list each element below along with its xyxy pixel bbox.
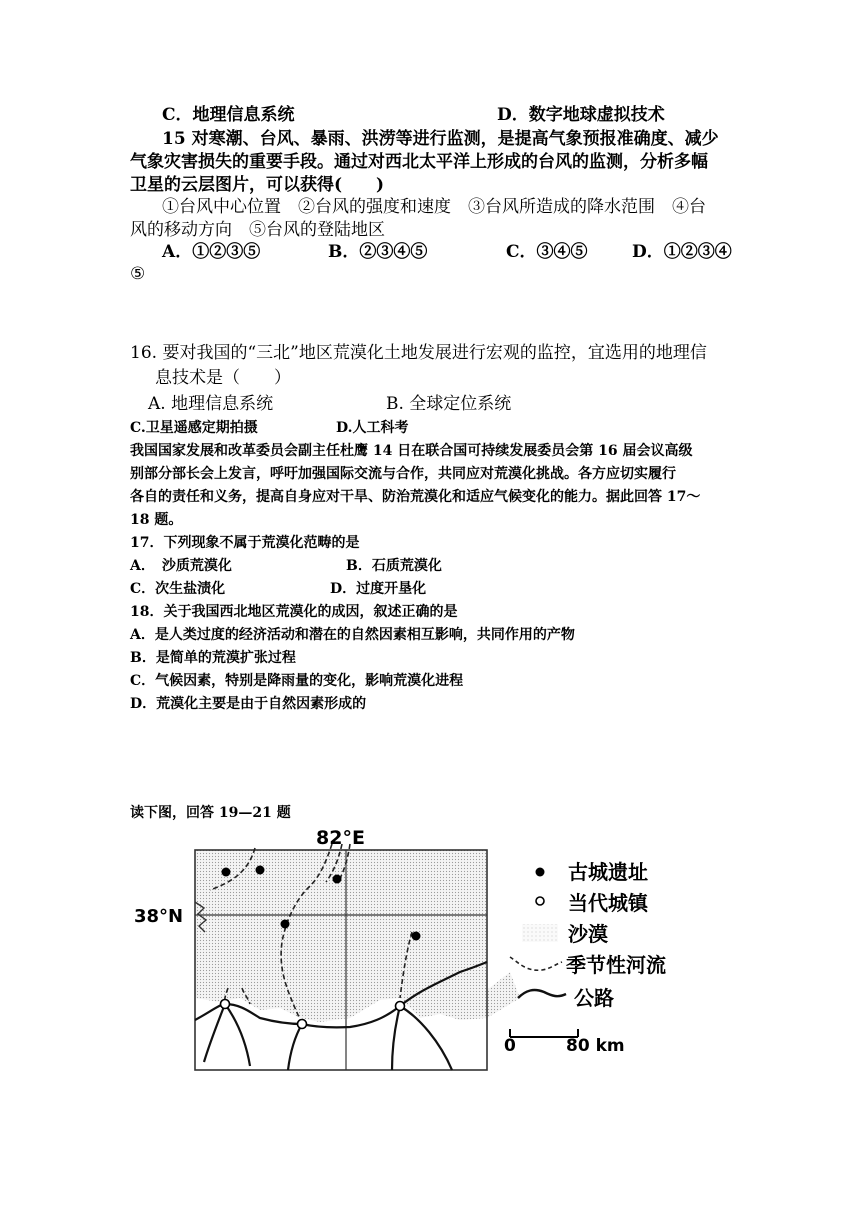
modern-town — [298, 1020, 307, 1029]
q15-option-a: A．①②③⑤ — [162, 242, 261, 262]
legend-desert: 沙漠 — [568, 922, 608, 946]
scale-zero: 0 — [504, 1036, 516, 1056]
q16-option-a: A. 地理信息系统 — [148, 394, 274, 414]
legend-ancient-city: 古城遗址 — [568, 860, 648, 884]
legend-desert-icon — [522, 924, 558, 942]
q15-items-line1: ①台风中心位置 ②台风的强度和速度 ③台风所造成的降水范围 ④台 — [162, 197, 706, 217]
q15-line3: 卫星的云层图片，可以获得( ) — [130, 175, 385, 195]
q18-stem: 18．关于我国西北地区荒漠化的成因，叙述正确的是 — [130, 604, 458, 620]
legend-road-icon — [518, 990, 566, 998]
ancient-city-site — [333, 875, 342, 884]
ancient-city-site — [222, 868, 231, 877]
q18-option-d: D．荒漠化主要是由于自然因素形成的 — [130, 696, 367, 712]
legend-modern-town-icon — [536, 897, 544, 905]
modern-town — [396, 1002, 405, 1011]
latitude-label: 38°N — [134, 906, 184, 927]
desert-area — [195, 850, 520, 1022]
q17-stem: 17．下列现象不属于荒漠化范畴的是 — [130, 535, 360, 551]
q16-option-c: C.卫星遥感定期拍摄 — [130, 420, 258, 436]
q14-option-c: C．地理信息系统 — [162, 105, 295, 125]
q17-option-c: C．次生盐渍化 — [130, 581, 226, 597]
passage-line4: 18 题。 — [130, 512, 183, 528]
desert-map — [130, 822, 710, 1082]
longitude-label: 82°E — [316, 827, 365, 849]
q15-option-d: D．①②③④ — [632, 242, 732, 262]
passage-line1: 我国国家发展和改革委员会副主任杜鹰 14 日在联合国可持续发展委员会第 16 届会议高级 — [130, 443, 693, 459]
ancient-city-site — [256, 866, 265, 875]
legend-ancient-city-icon — [536, 868, 545, 877]
q17-option-a: A． 沙质荒漠化 — [130, 558, 232, 574]
q16-option-b: B. 全球定位系统 — [386, 394, 512, 414]
q16-option-d: D.人工科考 — [336, 420, 409, 436]
q17-option-d: D．过度开垦化 — [330, 581, 427, 597]
q15-items-line2: 风的移动方向 ⑤台风的登陆地区 — [130, 220, 385, 240]
q15-option-d-wrap: ⑤ — [130, 264, 146, 284]
q18-option-b: B．是简单的荒漠扩张过程 — [130, 650, 296, 666]
legend-modern-town: 当代城镇 — [568, 891, 648, 915]
ancient-city-site — [412, 932, 421, 941]
q15-line1: 15 对寒潮、台风、暴雨、洪涝等进行监测，是提高气象预报准确度、减少 — [162, 129, 719, 149]
q15-line2: 气象灾害损失的重要手段。通过对西北太平洋上形成的台风的监测，分析多幅 — [130, 152, 708, 172]
q15-option-b: B．②③④⑤ — [328, 242, 428, 262]
legend-road: 公路 — [574, 986, 614, 1010]
q15-option-c: C．③④⑤ — [506, 242, 588, 262]
legend-seasonal-river: 季节性河流 — [566, 953, 666, 977]
scale-value: 80 km — [566, 1036, 625, 1056]
map-intro: 读下图，回答 19—21 题 — [130, 805, 291, 821]
q18-option-a: A．是人类过度的经济活动和潜在的自然因素相互影响，共同作用的产物 — [130, 627, 575, 643]
legend-seasonal-river-icon — [510, 957, 562, 970]
q14-option-d: D．数字地球虚拟技术 — [497, 105, 665, 125]
passage-line3: 各自的责任和义务，提高自身应对干旱、防治荒漠化和适应气候变化的能力。据此回答 17～ — [130, 489, 701, 505]
map-legend — [504, 860, 666, 1056]
q18-option-c: C．气候因素，特别是降雨量的变化，影响荒漠化进程 — [130, 673, 464, 689]
ancient-city-site — [281, 920, 290, 929]
passage-line2: 别部分部长会上发言，呼吁加强国际交流与合作，共同应对荒漠化挑战。各方应切实履行 — [130, 466, 676, 482]
modern-town — [221, 1000, 230, 1009]
q16-line1: 16. 要对我国的“三北”地区荒漠化土地发展进行宏观的监控，宜选用的地理信 — [130, 343, 707, 363]
q17-option-b: B．石质荒漠化 — [346, 558, 442, 574]
q16-line2: 息技术是（ ） — [155, 368, 291, 388]
